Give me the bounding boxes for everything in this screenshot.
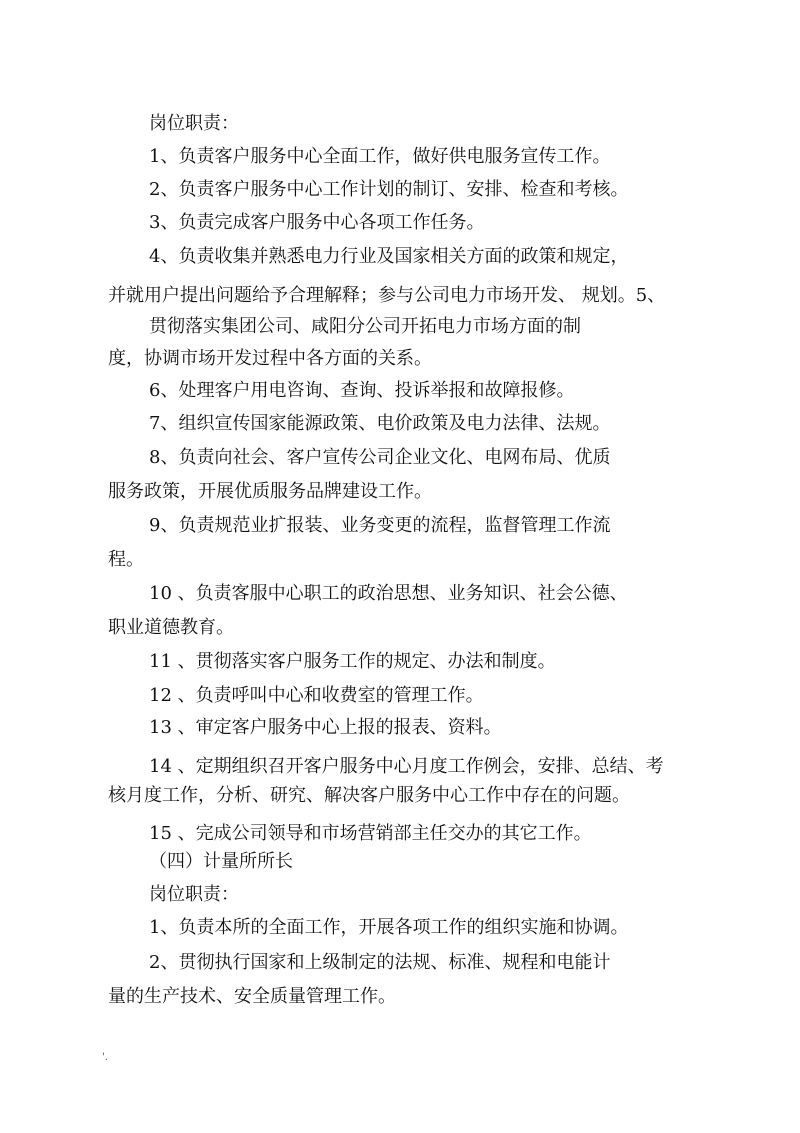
text-line: 11 、贯彻落实客户服务工作的规定、办法和制度。 bbox=[149, 651, 556, 672]
text-line: 15 、完成公司领导和市场营销部主任交办的其它工作。 bbox=[149, 823, 592, 844]
text-line: 2、贯彻执行国家和上级制定的法规、标准、规程和电能计 bbox=[149, 952, 611, 973]
text-line: 量的生产技术、安全质量管理工作。 bbox=[108, 986, 396, 1007]
text-line: 7、组织宣传国家能源政策、电价政策及电力法律、法规。 bbox=[149, 413, 611, 434]
text-line: 13 、审定客户服务中心上报的报表、资料。 bbox=[149, 717, 502, 738]
text-line: 3、负责完成客户服务中心各项工作任务。 bbox=[149, 212, 485, 233]
text-line: 度，协调市场开发过程中各方面的关系。 bbox=[108, 348, 432, 369]
text-line: 1、负责客户服务中心全面工作，做好供电服务宣传工作。 bbox=[149, 146, 611, 167]
text-line: 1、负责本所的全面工作，开展各项工作的组织实施和协调。 bbox=[149, 917, 629, 938]
text-line: 职业道德教育。 bbox=[108, 617, 234, 638]
text-line: 服务政策，开展优质服务品牌建设工作。 bbox=[108, 481, 432, 502]
text-line: 岗位职责： bbox=[149, 884, 239, 905]
text-line: 4、负责收集并熟悉电力行业及国家相关方面的政策和规定， bbox=[149, 246, 629, 267]
text-line: 并就用户提出问题给予合理解释；参与公司电力市场开发、 规划。5、 bbox=[108, 285, 666, 306]
text-line: 程。 bbox=[108, 549, 144, 570]
text-line: 核月度工作，分析、研究、解决客户服务中心工作中存在的问题。 bbox=[108, 785, 630, 806]
text-line: 岗位职责： bbox=[149, 113, 239, 134]
text-line: 14 、定期组织召开客户服务中心月度工作例会，安排、总结、考 bbox=[149, 756, 664, 777]
text-line: 12 、负责呼叫中心和收费室的管理工作。 bbox=[149, 685, 484, 706]
section-heading: （四）计量所所长 bbox=[149, 851, 293, 872]
text-line: 2、负责客户服务中心工作计划的制订、安排、检查和考核。 bbox=[149, 179, 629, 200]
text-line: 6、处理客户用电咨询、查询、投诉举报和故障报修。 bbox=[149, 380, 575, 401]
text-line: 贯彻落实集团公司、咸阳分公司开拓电力市场方面的制 bbox=[149, 316, 581, 337]
text-line: 10 、负责客服中心职工的政治思想、业务知识、社会公德、 bbox=[149, 583, 628, 604]
footer-mark: '. bbox=[102, 1052, 108, 1063]
text-line: 9、负责规范业扩报装、业务变更的流程，监督管理工作流 bbox=[149, 515, 611, 536]
text-line: 8、负责向社会、客户宣传公司企业文化、电网布局、优质 bbox=[149, 447, 611, 468]
